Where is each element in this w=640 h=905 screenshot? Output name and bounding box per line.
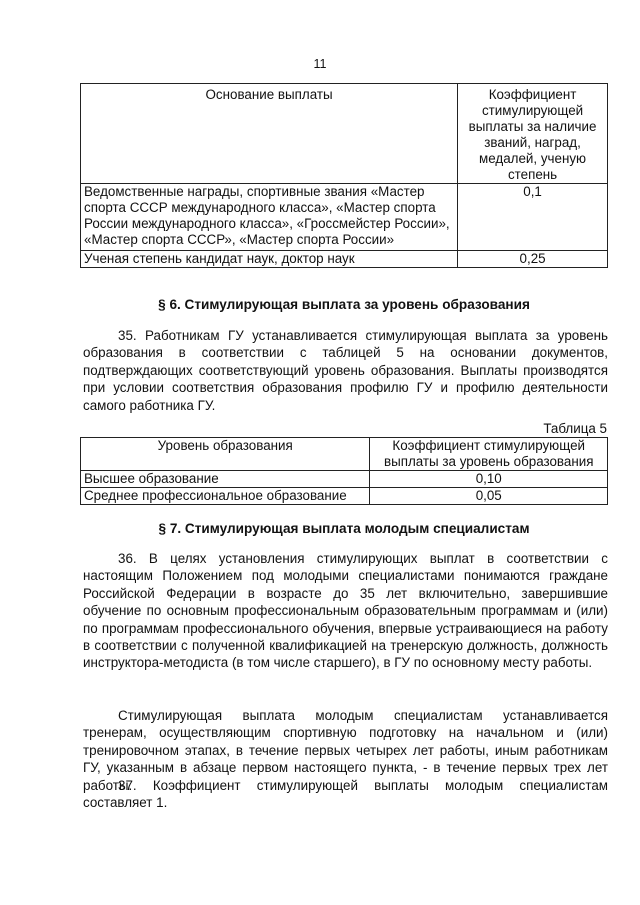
column-header-education-level: Уровень образования — [81, 438, 370, 471]
coefficient-cell: 0,10 — [370, 471, 608, 488]
column-header-coefficient: Коэффициент стимулирующей выплаты за наличие званий, наград, медалей, ученую степень — [458, 84, 608, 184]
paragraph-35: 35. Работникам ГУ устанавливается стимулирующая выплата за уровень образования в соответствии с таблицей 5 на основании документов, подтверждающих соответствующий уровень образования. Выплаты производятся при условии соответствия образования профилю ГУ и профилю деятельности самого работника ГУ. — [83, 328, 608, 413]
section-6-heading: § 6. Стимулирующая выплата за уровень образования — [158, 297, 530, 312]
table-row — [81, 488, 608, 505]
coefficient-cell: 0,1 — [458, 184, 608, 251]
education-level-cell: Высшее образование — [81, 471, 370, 488]
basis-cell: Ведомственные награды, спортивные звания «Мастер спорта СССР международного класса», «Мастер спорта России международного класса», «Гроссмейстер России», «Мастер спорта СССР», «Мастер спорта России» — [81, 184, 458, 251]
table-row — [81, 471, 608, 488]
table-header-row — [81, 84, 608, 184]
awards-coefficient-table — [80, 83, 608, 268]
basis-cell: Ученая степень кандидат наук, доктор наук — [81, 251, 458, 268]
paragraph-36-second: Стимулирующая выплата молодым специалистам устанавливается тренерам, осуществляющим спортивную подготовку на начальном и (или) тренировочном этапах, в течение первых четырех лет работы, иным работникам ГУ, указанным в абзаце первом настоящего пункта, - в течение первых трех лет работы. — [83, 708, 608, 793]
education-coefficient-table — [80, 437, 608, 505]
paragraph-36: 36. В целях установления стимулирующих выплат в соответствии с настоящим Положением под молодыми специалистами понимаются граждане Российской Федерации в возрасте до 35 лет включительно, завершившие обучение по основным профессиональным образовательным программам и (или) по программам профессионального обучения, впервые устраивающиеся на работу в соответствии с полученной квалификацией на тренерскую должность, должность инструктора-методиста (в том числе старшего), в ГУ по основному месту работы. — [83, 551, 608, 671]
column-header-basis: Основание выплаты — [81, 84, 458, 184]
paragraph-37: 37. Коэффициент стимулирующей выплаты молодым специалистам составляет 1. — [83, 778, 608, 811]
column-header-coefficient: Коэффициент стимулирующей выплаты за уровень образования — [370, 438, 608, 471]
education-level-cell: Среднее профессиональное образование — [81, 488, 370, 505]
section-7-heading: § 7. Стимулирующая выплата молодым специалистам — [158, 521, 530, 536]
table-row — [81, 184, 608, 251]
coefficient-cell: 0,25 — [458, 251, 608, 268]
coefficient-cell: 0,05 — [370, 488, 608, 505]
table-5-caption: Таблица 5 — [543, 421, 607, 436]
table-row — [81, 251, 608, 268]
page-number: 11 — [313, 57, 327, 71]
table-header-row — [81, 438, 608, 471]
